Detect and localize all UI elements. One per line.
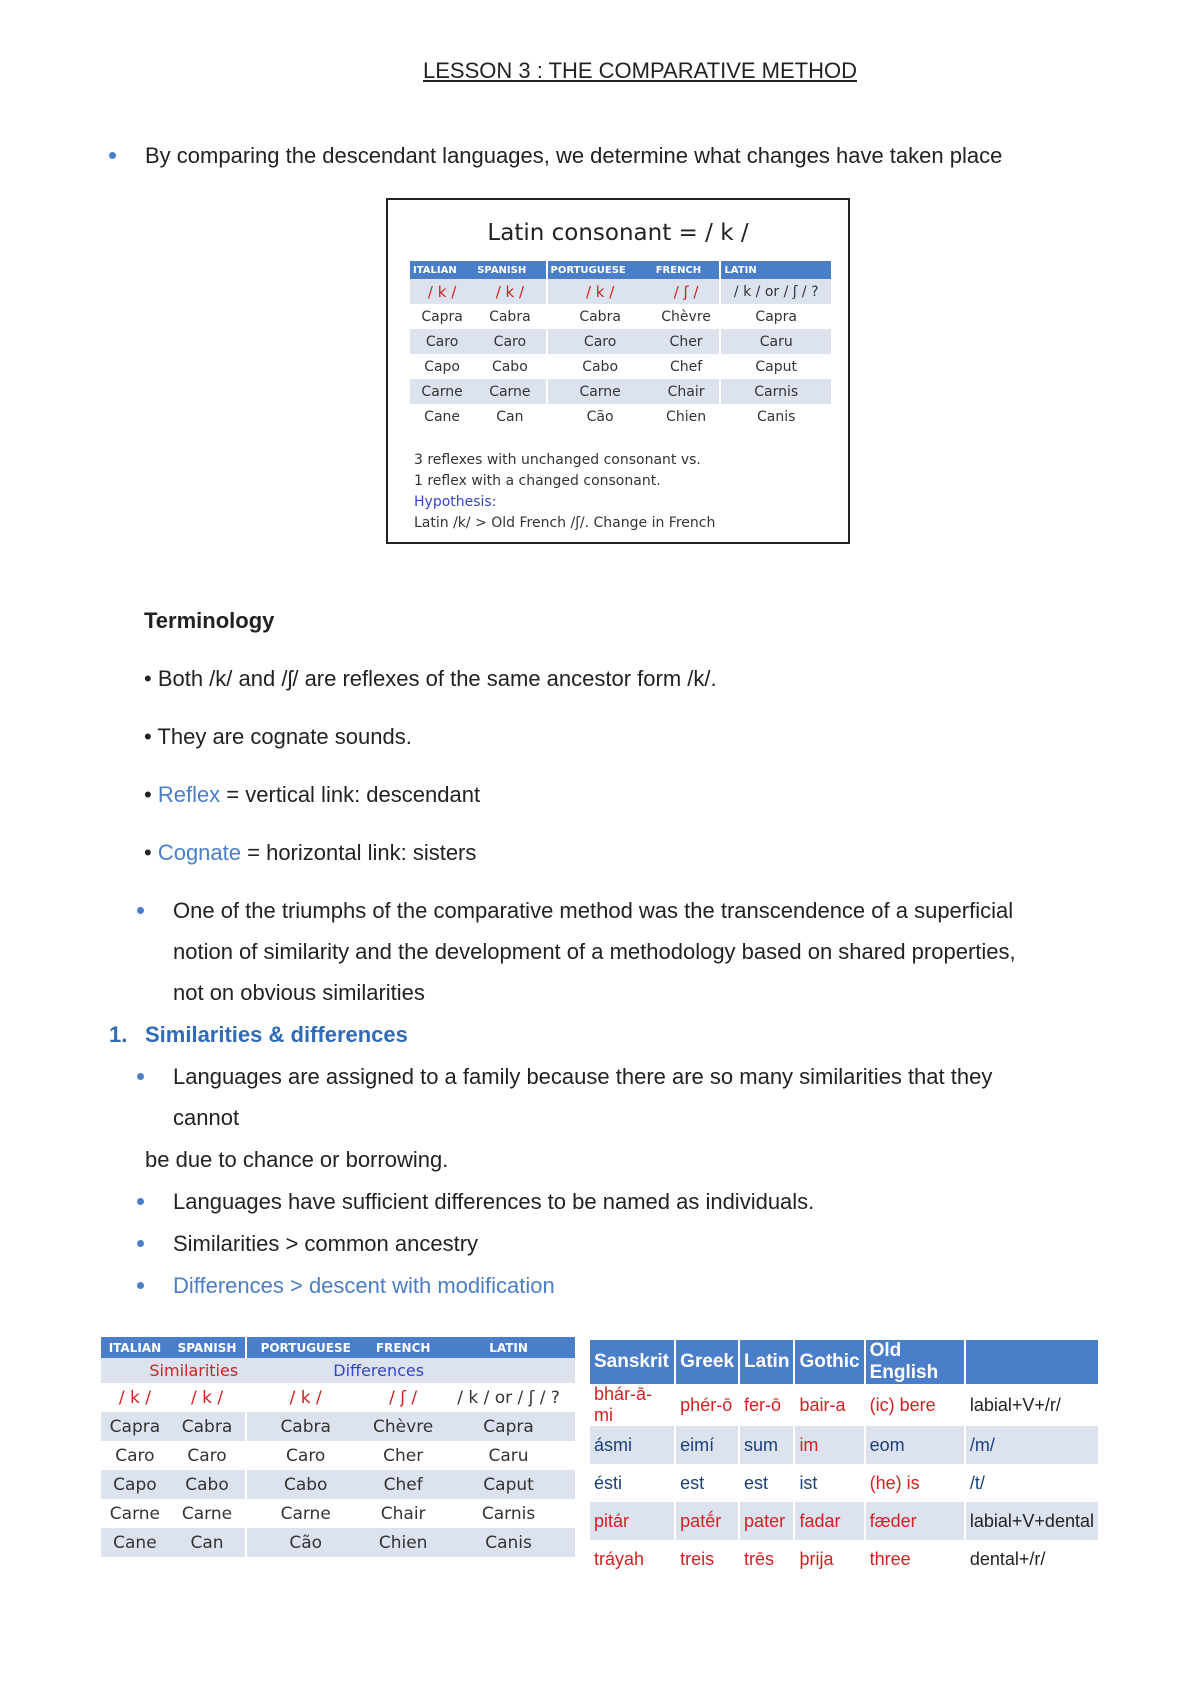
section-bullet-text: Languages are assigned to a family because there are so many similarities that they — [173, 1064, 993, 1089]
table2-cell: Caro — [115, 1445, 155, 1466]
table2-cell: Cane — [101, 1528, 169, 1557]
figure-note: 3 reflexes with unchanged consonant vs. — [414, 452, 701, 468]
table2-cell: / k / — [190, 1387, 224, 1408]
table2-cell: Cabo — [246, 1470, 364, 1499]
table3-cell: pitár — [590, 1502, 675, 1540]
figure-header: ITALIAN — [410, 261, 474, 279]
table2-cell: Capra — [442, 1412, 575, 1441]
table2-cell: Carne — [109, 1503, 161, 1524]
figure-cell: Carne — [474, 379, 546, 404]
table2-cell: Canis — [442, 1528, 575, 1557]
table3-cell: ésti — [590, 1464, 675, 1502]
figure-cell: / ʃ / — [653, 279, 721, 304]
indo-european-cognates-table — [590, 1340, 1100, 1578]
figure-cell: Caro — [410, 329, 474, 354]
figure-cell: Cabra — [547, 304, 653, 329]
terminology-item — [144, 781, 480, 809]
table3-header: Greek — [675, 1340, 739, 1384]
figure-cell: Carnis — [720, 379, 831, 404]
figure-note: Latin /k/ > Old French /ʃ/. Change in French — [414, 515, 716, 531]
figure-cell: Chien — [666, 408, 707, 425]
table3-cell: ásmi — [590, 1426, 675, 1464]
table3-cell: fæder — [865, 1502, 965, 1540]
table3-cell: fer-ō — [739, 1384, 794, 1426]
figure-cell: Chair — [653, 379, 721, 404]
terminology-bullet: • — [144, 782, 158, 807]
table2-cell: Carne — [246, 1499, 364, 1528]
page-title: LESSON 3 : THE COMPARATIVE METHOD — [423, 58, 857, 83]
figure-header: FRENCH — [653, 261, 721, 279]
table2-cell: Caro — [187, 1445, 227, 1466]
section-number: 1. — [109, 1022, 128, 1047]
figure-cell: Carne — [410, 379, 474, 404]
intro-text: By comparing the descendant languages, we determine what changes have taken place — [145, 143, 1003, 168]
table3-cell: eom — [865, 1426, 965, 1464]
table2-cell: Cabra — [246, 1412, 364, 1441]
figure-cell: Canis — [720, 404, 831, 429]
table3-cell: labial+V+/r/ — [965, 1384, 1099, 1426]
table3-cell: ist — [794, 1464, 864, 1502]
bullet-icon — [137, 1240, 144, 1247]
table2-header: LATIN — [442, 1337, 575, 1358]
terminology-heading: Terminology — [144, 608, 275, 633]
table3-cell: labial+V+dental — [965, 1502, 1099, 1540]
table2-cell: Cher — [383, 1445, 424, 1466]
reflex-definition: = vertical link: descendant — [220, 782, 481, 807]
triumph-line: One of the triumphs of the comparative method was the transcendence of a superficial — [173, 898, 1014, 923]
triumph-line: notion of similarity and the development of a methodology based on shared properties, — [173, 939, 1016, 964]
bullet-icon — [109, 152, 116, 159]
table2-cell: / k / — [246, 1383, 364, 1412]
figure-header: SPANISH — [474, 261, 546, 279]
table3-cell: trēs — [739, 1540, 794, 1578]
bullet-icon — [137, 907, 144, 914]
figure-cell: Chef — [669, 358, 703, 375]
section-bullet-text: Similarities > common ancestry — [173, 1231, 479, 1256]
cognate-definition: = horizontal link: sisters — [241, 840, 477, 865]
table3-cell: fadar — [794, 1502, 864, 1540]
table3-header: Latin — [739, 1340, 794, 1384]
figure-cell: / k / — [547, 279, 653, 304]
figure-note: 1 reflex with a changed consonant. — [414, 473, 661, 489]
table2-header: SPANISH — [169, 1337, 246, 1358]
bullet-icon — [137, 1073, 144, 1080]
figure-cell: Cabo — [547, 354, 653, 379]
figure-notes — [414, 450, 715, 534]
table3-cell: im — [794, 1426, 864, 1464]
table2-cell: Cabra — [169, 1412, 246, 1441]
latin-consonant-figure — [386, 198, 850, 544]
figure-cell: Cabo — [491, 358, 528, 375]
table2-cell: Capra — [101, 1412, 169, 1441]
terminology-item: • Both /k/ and /ʃ/ are reflexes of the same ancestor form /k/. — [144, 666, 717, 691]
figure-cell: Capra — [421, 308, 463, 325]
section-heading: Similarities & differences — [145, 1022, 408, 1047]
table2-header: ITALIAN — [101, 1337, 169, 1358]
figure-cell: Cher — [653, 329, 721, 354]
section-bullet-text: Differences > descent with modification — [173, 1273, 555, 1298]
table2-cell: Chien — [364, 1528, 442, 1557]
section-bullet-text: cannot — [173, 1105, 240, 1130]
figure-cell: Chèvre — [661, 308, 711, 325]
bullet-icon — [137, 1282, 144, 1289]
figure-header: PORTUGUESE — [547, 261, 653, 279]
figure-cell: Cabra — [489, 308, 531, 325]
table3-cell: patḗr — [675, 1502, 739, 1540]
figure-cell: Caput — [720, 354, 831, 379]
figure-cell: Cão — [547, 404, 653, 429]
table3-cell: eimí — [675, 1426, 739, 1464]
table2-cell: Caro — [246, 1441, 364, 1470]
figure-cell: Can — [496, 408, 524, 425]
section-bullet-text: be due to chance or borrowing. — [145, 1147, 449, 1172]
table2-cell: Carne — [181, 1503, 233, 1524]
table3-cell: sum — [739, 1426, 794, 1464]
table2-cell: Carnis — [481, 1503, 536, 1524]
table3-cell: pater — [739, 1502, 794, 1540]
table3-cell: (he) is — [865, 1464, 965, 1502]
table2-header: FRENCH — [364, 1337, 442, 1358]
table3-header: Gothic — [794, 1340, 864, 1384]
terminology-item: • They are cognate sounds. — [144, 724, 412, 749]
table3-cell: (ic) bere — [865, 1384, 965, 1426]
differences-label: Differences — [246, 1358, 442, 1383]
figure-cell: / k / or / ʃ / ? — [720, 279, 831, 304]
cognate-term: Cognate — [157, 840, 242, 865]
table2-cell: / k / — [118, 1387, 151, 1408]
similarities-label: Similarities — [101, 1358, 246, 1383]
table2-cell: Caru — [488, 1445, 529, 1466]
similarities-differences-table — [101, 1337, 575, 1557]
figure-cell: Capo — [424, 358, 460, 375]
table2-cell: Chef — [364, 1470, 442, 1499]
terminology-item — [144, 839, 476, 867]
table2-cell: Chair — [380, 1503, 426, 1524]
section-bullet-text: Languages have sufficient differences to be named as individuals. — [173, 1189, 815, 1214]
terminology-bullet: • — [144, 840, 158, 865]
table3-header: Old English — [865, 1340, 965, 1384]
figure-table — [410, 261, 831, 429]
figure-cell: Carne — [547, 379, 653, 404]
figure-cell: Caro — [474, 329, 546, 354]
table3-cell: bhár-ā-mi — [590, 1384, 675, 1426]
table3-header: Sanskrit — [590, 1340, 675, 1384]
figure-title: Latin consonant = / k / — [487, 220, 749, 246]
figure-cell: Caru — [720, 329, 831, 354]
table3-header — [965, 1340, 1099, 1384]
table3-cell: est — [675, 1464, 739, 1502]
bullet-icon — [137, 1198, 144, 1205]
table2-cell: Cão — [246, 1528, 364, 1557]
table3-cell: three — [865, 1540, 965, 1578]
table3-cell: bair-a — [794, 1384, 864, 1426]
figure-cell: Capra — [720, 304, 831, 329]
table3-cell: treis — [675, 1540, 739, 1578]
table2-cell: / k / or / ʃ / ? — [457, 1387, 560, 1408]
figure-cell: / k / — [474, 279, 546, 304]
figure-cell: Cane — [424, 408, 461, 425]
table2-cell: Cabo — [169, 1470, 246, 1499]
table2-cell: Capo — [101, 1470, 169, 1499]
table3-cell: /m/ — [965, 1426, 1099, 1464]
reflex-term: Reflex — [157, 782, 221, 807]
table2-cell — [442, 1358, 575, 1383]
figure-header: LATIN — [720, 261, 831, 279]
figure-cell: / k / — [410, 279, 474, 304]
table3-cell: þrija — [794, 1540, 864, 1578]
table2-cell: Caput — [442, 1470, 575, 1499]
table3-cell: tráyah — [590, 1540, 675, 1578]
triumph-line: not on obvious similarities — [173, 980, 425, 1005]
table2-header: PORTUGUESE — [246, 1337, 364, 1358]
table3-cell: phér-ō — [675, 1384, 739, 1426]
table3-cell: dental+/r/ — [965, 1540, 1099, 1578]
figure-cell: Caro — [547, 329, 653, 354]
table3-cell: /t/ — [965, 1464, 1099, 1502]
figure-note-hypothesis: Hypothesis: — [414, 494, 497, 510]
table2-cell: Can — [169, 1528, 246, 1557]
table2-cell: / ʃ / — [389, 1387, 418, 1408]
table2-cell: Chèvre — [364, 1412, 442, 1441]
table3-cell: est — [739, 1464, 794, 1502]
